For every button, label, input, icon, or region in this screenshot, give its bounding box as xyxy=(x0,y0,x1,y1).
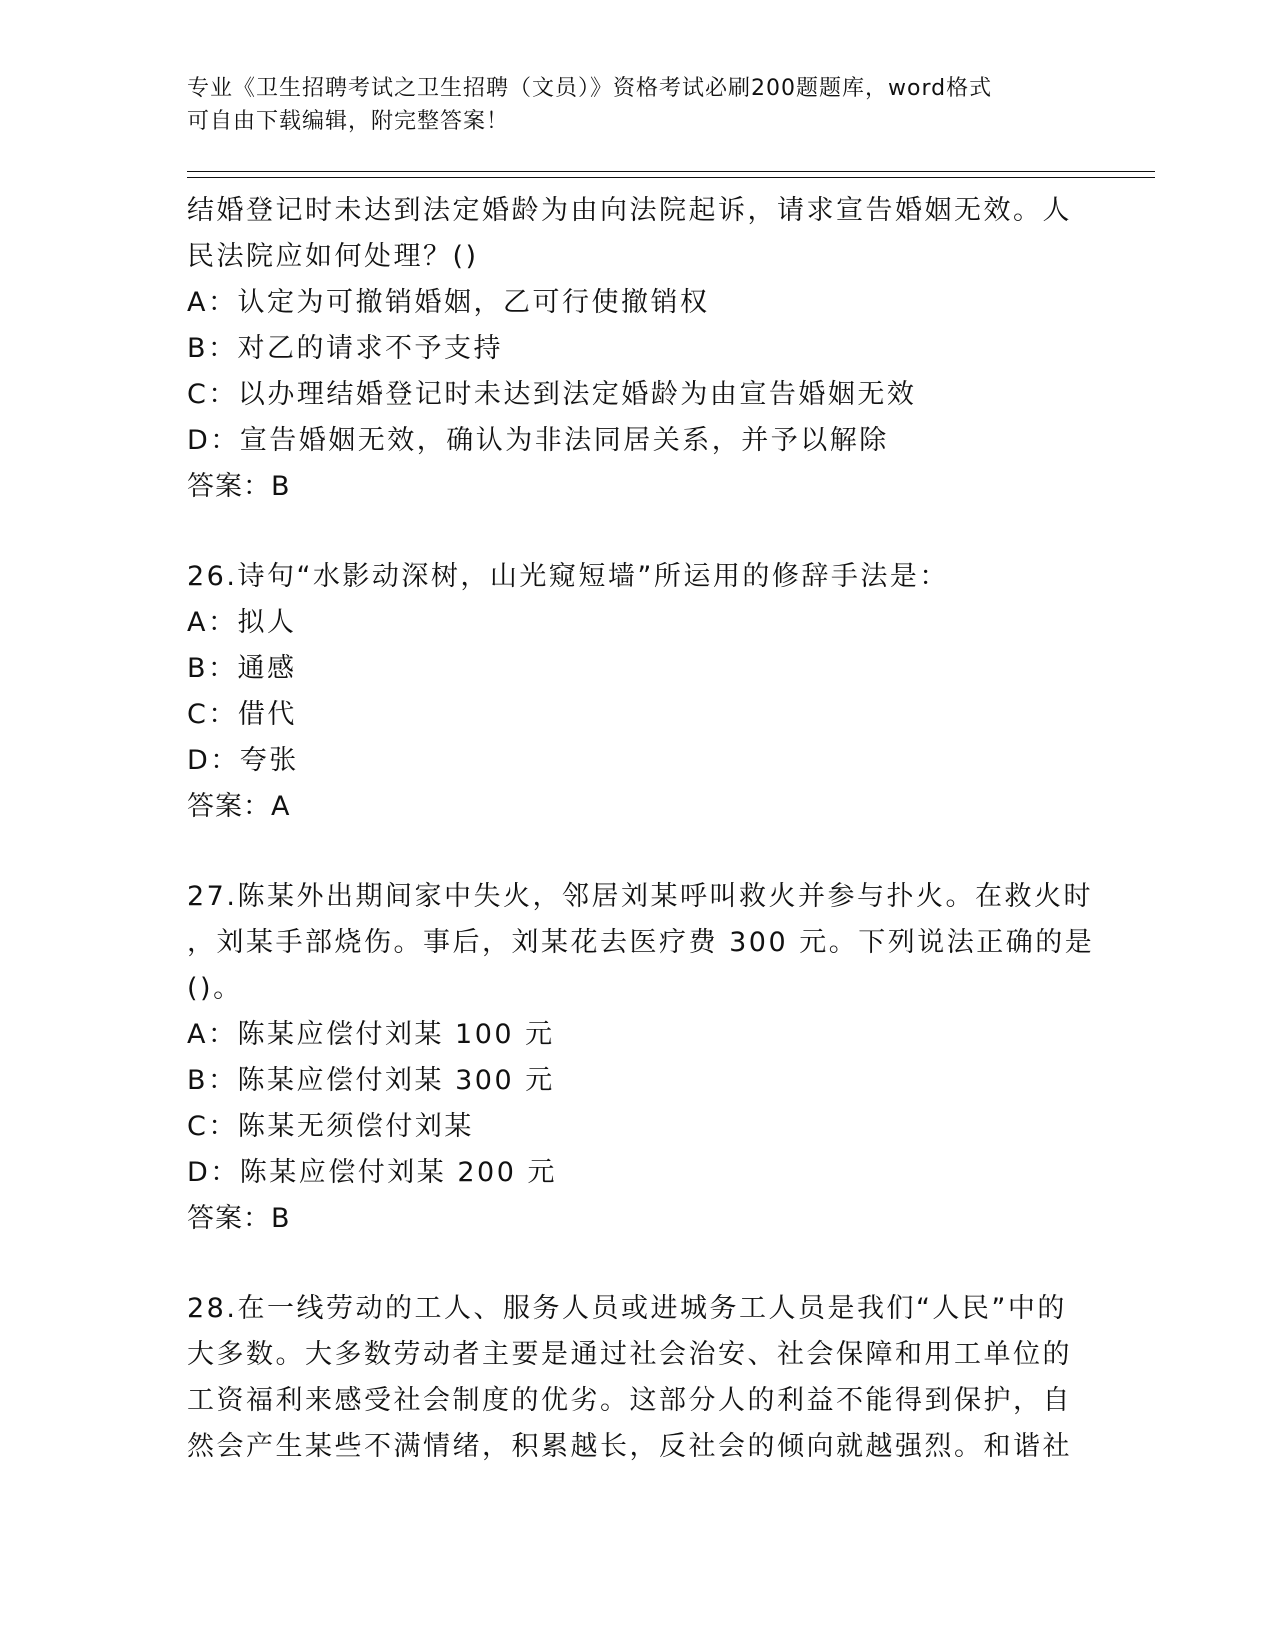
option-b: B：对乙的请求不予支持 xyxy=(187,333,504,364)
option-d: D：夸张 xyxy=(187,745,299,776)
option-b: B：通感 xyxy=(187,653,297,684)
question-stem-line: 27.陈某外出期间家中失火，邻居刘某呼叫救火并参与扑火。在救火时 xyxy=(187,881,1093,912)
option-d: D：陈某应偿付刘某 200 元 xyxy=(187,1157,557,1188)
header-rule-top xyxy=(187,171,1155,172)
question-stem-line: ，刘某手部烧伤。事后，刘某花去医疗费 300 元。下列说法正确的是 xyxy=(187,927,1095,958)
question-stem-line: 民法院应如何处理？() xyxy=(187,241,479,272)
question-stem-line: 结婚登记时未达到法定婚龄为由向法院起诉，请求宣告婚姻无效。人 xyxy=(187,195,1072,226)
question-content xyxy=(187,188,1095,1470)
question-28 xyxy=(187,1286,1087,1470)
spacer xyxy=(187,830,1087,874)
question-stem-line: 然会产生某些不满情绪，积累越长，反社会的倾向就越强烈。和谐社 xyxy=(187,1431,1072,1462)
header-line-1: 专业《卫生招聘考试之卫生招聘（文员）》资格考试必刷200题题库，word格式 xyxy=(187,76,993,101)
question-stem-line: 26.诗句“水影动深树，山光窥短墙”所运用的修辞手法是： xyxy=(187,561,949,592)
option-c: C：陈某无须偿付刘某 xyxy=(187,1111,474,1142)
option-d: D：宣告婚姻无效，确认为非法同居关系，并予以解除 xyxy=(187,425,889,456)
question-stem-line: 28.在一线劳动的工人、服务人员或进城务工人员是我们“人民”中的 xyxy=(187,1293,1067,1324)
question-25 xyxy=(187,188,1087,510)
question-26 xyxy=(187,554,1087,830)
header-line-2: 可自由下载编辑，附完整答案！ xyxy=(187,109,510,134)
question-stem-line: ()。 xyxy=(187,973,243,1004)
answer-line: 答案：A xyxy=(187,791,291,822)
spacer xyxy=(187,1242,1087,1286)
question-stem-line: 工资福利来感受社会制度的优劣。这部分人的利益不能得到保护，自 xyxy=(187,1385,1072,1416)
option-c: C：借代 xyxy=(187,699,297,730)
option-b: B：陈某应偿付刘某 300 元 xyxy=(187,1065,555,1096)
option-c: C：以办理结婚登记时未达到法定婚龄为由宣告婚姻无效 xyxy=(187,379,917,410)
answer-line: 答案：B xyxy=(187,471,291,502)
header-rule-bottom xyxy=(187,177,1155,178)
question-stem-line: 大多数。大多数劳动者主要是通过社会治安、社会保障和用工单位的 xyxy=(187,1339,1072,1370)
answer-line: 答案：B xyxy=(187,1203,291,1234)
option-a: A：陈某应偿付刘某 100 元 xyxy=(187,1019,555,1050)
spacer xyxy=(187,510,1087,554)
document-header xyxy=(187,72,1067,138)
option-a: A：认定为可撤销婚姻，乙可行使撤销权 xyxy=(187,287,710,318)
option-a: A：拟人 xyxy=(187,607,297,638)
question-27 xyxy=(187,874,1095,1242)
